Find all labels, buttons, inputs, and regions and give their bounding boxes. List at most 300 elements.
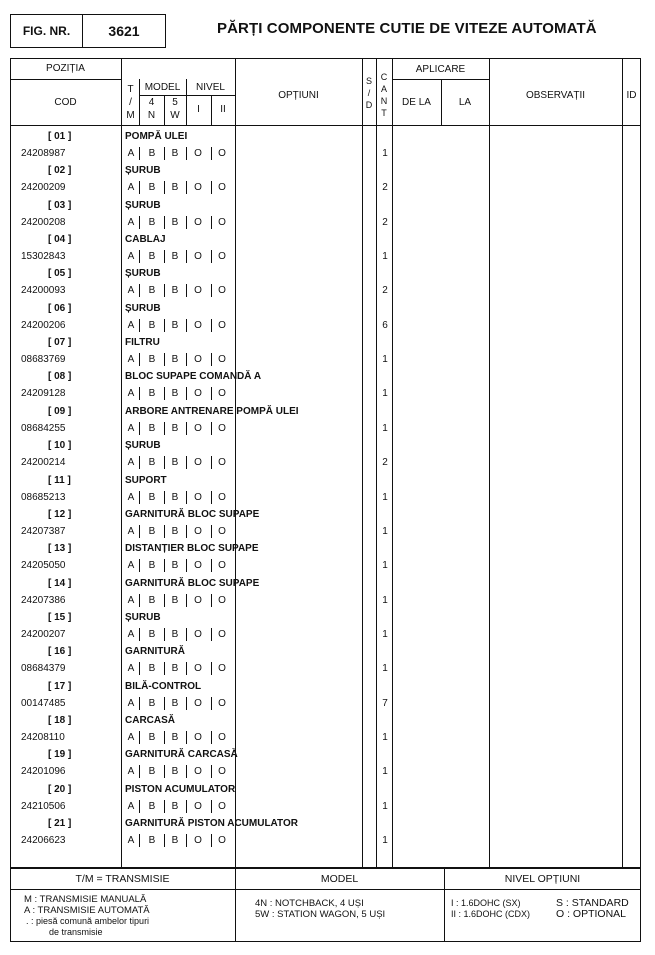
part-quantity: 1 bbox=[382, 354, 388, 366]
cell-divider bbox=[139, 181, 140, 194]
cell-divider bbox=[186, 800, 187, 813]
cell-divider bbox=[139, 147, 140, 160]
part-name: BLOC SUPAPE COMANDĂ A bbox=[125, 371, 262, 383]
part-nivel-1: O bbox=[194, 388, 202, 400]
cell-divider bbox=[164, 731, 165, 744]
part-name: CARCASĂ bbox=[125, 714, 175, 726]
part-name: SUPORT bbox=[125, 474, 167, 486]
part-nivel-1: O bbox=[194, 800, 202, 812]
part-nivel-1: O bbox=[194, 525, 202, 537]
header-nivel: NIVEL bbox=[196, 82, 225, 93]
cell-divider bbox=[139, 456, 140, 469]
part-nivel-1: O bbox=[194, 251, 202, 263]
part-model-4n: B bbox=[148, 285, 156, 297]
part-tm: A bbox=[127, 663, 135, 675]
part-nivel-1: O bbox=[194, 319, 202, 331]
part-code: 24205050 bbox=[21, 560, 66, 572]
part-tm: A bbox=[127, 525, 135, 537]
part-nivel-1: O bbox=[194, 216, 202, 228]
legend-tm-dot2: de transmisie bbox=[49, 927, 103, 937]
part-model-5w: B bbox=[171, 594, 179, 606]
cell-divider bbox=[211, 800, 212, 813]
header-cant-2: A bbox=[380, 84, 387, 94]
part-name: ȘURUB bbox=[125, 440, 161, 452]
legend-nivel-title: NIVEL OPȚIUNI bbox=[504, 873, 581, 885]
fig-label: FIG. NR. bbox=[22, 24, 71, 38]
part-nivel-1: O bbox=[194, 285, 202, 297]
legend-tm-title: T/M = TRANSMISIE bbox=[75, 873, 170, 885]
part-code: 24200208 bbox=[21, 216, 66, 228]
legend-nivel-s: S : STANDARD bbox=[556, 897, 629, 909]
part-nivel-2: O bbox=[218, 835, 226, 846]
part-tm: A bbox=[127, 766, 135, 778]
part-model-5w: B bbox=[171, 491, 179, 503]
part-position: [ 07 ] bbox=[48, 337, 72, 349]
part-model-4n: B bbox=[148, 251, 156, 263]
part-model-4n: B bbox=[148, 319, 156, 331]
part-code: 24200093 bbox=[21, 285, 66, 297]
legend-model-title: MODEL bbox=[320, 873, 359, 885]
part-position: [ 06 ] bbox=[48, 302, 72, 314]
part-model-4n: B bbox=[148, 560, 156, 572]
part-position: [ 18 ] bbox=[48, 714, 72, 726]
col-divider bbox=[235, 58, 236, 868]
part-name: ARBORE ANTRENARE POMPĂ ULEI bbox=[125, 405, 299, 417]
cell-divider bbox=[139, 628, 140, 641]
cell-divider bbox=[186, 765, 187, 778]
part-position: [ 13 ] bbox=[48, 543, 72, 555]
header-cant-4: T bbox=[381, 108, 387, 118]
page-title: PĂRȚI COMPONENTE CUTIE DE VITEZE AUTOMATĂ bbox=[217, 20, 597, 37]
part-model-5w: B bbox=[171, 148, 179, 159]
cell-divider bbox=[186, 697, 187, 710]
part-quantity: 2 bbox=[382, 216, 388, 228]
part-tm: A bbox=[127, 319, 135, 331]
header-model-4: 4 bbox=[148, 97, 155, 108]
row-divider bbox=[10, 125, 641, 126]
part-nivel-2: O bbox=[218, 731, 226, 743]
part-model-5w: B bbox=[171, 285, 179, 297]
part-code: 24200209 bbox=[21, 182, 66, 194]
cell-divider bbox=[139, 697, 140, 710]
part-name: CABLAJ bbox=[125, 234, 166, 246]
part-nivel-1: O bbox=[194, 148, 202, 159]
part-position: [ 14 ] bbox=[48, 577, 72, 589]
part-name: GARNITURĂ PISTON ACUMULATOR bbox=[125, 818, 298, 829]
legend-divider bbox=[10, 868, 641, 869]
cell-divider bbox=[186, 216, 187, 229]
cell-divider bbox=[164, 525, 165, 538]
cell-divider bbox=[164, 765, 165, 778]
part-code: 24200206 bbox=[21, 319, 66, 331]
part-position: [ 17 ] bbox=[48, 680, 72, 692]
cell-divider bbox=[139, 319, 140, 332]
header-model: MODEL bbox=[144, 82, 181, 93]
part-nivel-2: O bbox=[218, 697, 226, 709]
part-position: [ 19 ] bbox=[48, 749, 72, 761]
part-quantity: 1 bbox=[382, 835, 388, 846]
part-nivel-2: O bbox=[218, 285, 226, 297]
part-code: 24200214 bbox=[21, 457, 66, 469]
part-code: 24210506 bbox=[21, 800, 66, 812]
cell-divider bbox=[211, 284, 212, 297]
header-nivel-2: II bbox=[220, 104, 226, 115]
part-quantity: 1 bbox=[382, 251, 388, 263]
row-divider bbox=[139, 95, 235, 96]
part-code: 24206623 bbox=[21, 835, 66, 846]
part-name: FILTRU bbox=[125, 337, 160, 349]
part-nivel-2: O bbox=[218, 766, 226, 778]
part-quantity: 1 bbox=[382, 800, 388, 812]
part-nivel-1: O bbox=[194, 628, 202, 640]
cell-divider bbox=[186, 456, 187, 469]
fig-number: 3621 bbox=[108, 23, 140, 39]
part-nivel-1: O bbox=[194, 697, 202, 709]
part-name: DISTANȚIER BLOC SUPAPE bbox=[125, 543, 259, 555]
part-name: GARNITURĂ bbox=[125, 646, 185, 658]
part-position: [ 02 ] bbox=[48, 165, 72, 177]
part-nivel-2: O bbox=[218, 525, 226, 537]
part-name: ȘURUB bbox=[125, 165, 161, 177]
part-model-5w: B bbox=[171, 560, 179, 572]
header-sd-slash: / bbox=[367, 88, 371, 98]
cell-divider bbox=[186, 387, 187, 400]
legend-tm-dot: . : piesă comună ambelor tipuri bbox=[26, 916, 150, 926]
header-pozitia: POZIȚIA bbox=[46, 63, 85, 74]
header-la: LA bbox=[458, 97, 472, 108]
part-position: [ 20 ] bbox=[48, 783, 72, 795]
legend-tm-m: M : TRANSMISIE MANUALĂ bbox=[24, 894, 147, 905]
part-position: [ 08 ] bbox=[48, 371, 72, 383]
cell-divider bbox=[211, 319, 212, 332]
part-model-4n: B bbox=[148, 182, 156, 194]
part-model-5w: B bbox=[171, 766, 179, 778]
cell-divider bbox=[211, 491, 212, 504]
part-name: ȘURUB bbox=[125, 302, 161, 314]
part-model-4n: B bbox=[148, 525, 156, 537]
part-quantity: 1 bbox=[382, 525, 388, 537]
part-model-4n: B bbox=[148, 148, 156, 159]
part-nivel-2: O bbox=[218, 800, 226, 812]
header-nivel-1: I bbox=[197, 104, 200, 115]
part-name: PISTON ACUMULATOR bbox=[125, 783, 236, 795]
legend-frame bbox=[10, 941, 641, 942]
part-name: ȘURUB bbox=[125, 268, 161, 280]
part-tm: A bbox=[127, 354, 135, 366]
cell-divider bbox=[186, 147, 187, 160]
cell-divider bbox=[139, 250, 140, 263]
cell-divider bbox=[211, 250, 212, 263]
header-optiuni: OPȚIUNI bbox=[278, 90, 319, 101]
part-quantity: 1 bbox=[382, 594, 388, 606]
cell-divider bbox=[211, 731, 212, 744]
part-model-4n: B bbox=[148, 766, 156, 778]
part-model-5w: B bbox=[171, 422, 179, 434]
part-code: 00147485 bbox=[21, 697, 66, 709]
part-position: [ 11 ] bbox=[48, 474, 71, 486]
part-nivel-2: O bbox=[218, 182, 226, 194]
part-nivel-1: O bbox=[194, 491, 202, 503]
row-divider bbox=[10, 79, 121, 80]
cell-divider bbox=[139, 594, 140, 607]
part-tm: A bbox=[127, 285, 135, 297]
cell-divider bbox=[211, 181, 212, 194]
header-tm-bot: M bbox=[126, 110, 135, 121]
part-tm: A bbox=[127, 628, 135, 640]
cell-divider bbox=[186, 353, 187, 366]
part-nivel-1: O bbox=[194, 182, 202, 194]
part-nivel-2: O bbox=[218, 560, 226, 572]
cell-divider bbox=[186, 834, 187, 847]
part-nivel-2: O bbox=[218, 388, 226, 400]
cell-divider bbox=[186, 628, 187, 641]
part-model-4n: B bbox=[148, 422, 156, 434]
row-divider bbox=[392, 79, 489, 80]
part-model-4n: B bbox=[148, 457, 156, 469]
cell-divider bbox=[139, 422, 140, 435]
part-tm: A bbox=[127, 216, 135, 228]
legend-tm-a: A : TRANSMISIE AUTOMATĂ bbox=[24, 905, 150, 916]
part-nivel-1: O bbox=[194, 354, 202, 366]
cell-divider bbox=[186, 594, 187, 607]
header-model-5b: W bbox=[170, 110, 180, 121]
part-quantity: 1 bbox=[382, 766, 388, 778]
part-code: 24209128 bbox=[21, 388, 66, 400]
cell-divider bbox=[139, 491, 140, 504]
part-model-5w: B bbox=[171, 697, 179, 709]
cell-divider bbox=[139, 284, 140, 297]
cell-divider bbox=[164, 662, 165, 675]
part-quantity: 1 bbox=[382, 731, 388, 743]
col-divider bbox=[622, 58, 623, 868]
cell-divider bbox=[186, 491, 187, 504]
part-code: 24208987 bbox=[21, 148, 66, 159]
part-tm: A bbox=[127, 182, 135, 194]
part-position: [ 10 ] bbox=[48, 440, 72, 452]
part-quantity: 6 bbox=[382, 319, 388, 331]
part-model-4n: B bbox=[148, 216, 156, 228]
cell-divider bbox=[211, 662, 212, 675]
cell-divider bbox=[186, 422, 187, 435]
part-code: 15302843 bbox=[21, 251, 66, 263]
header-model-4b: N bbox=[147, 110, 156, 121]
cell-divider bbox=[211, 525, 212, 538]
cell-divider bbox=[139, 525, 140, 538]
part-tm: A bbox=[127, 594, 135, 606]
part-quantity: 1 bbox=[382, 663, 388, 675]
part-position: [ 15 ] bbox=[48, 611, 72, 623]
legend-model-4n: 4N : NOTCHBACK, 4 UȘI bbox=[255, 898, 364, 909]
part-model-4n: B bbox=[148, 388, 156, 400]
legend-nivel-2: II : 1.6DOHC (CDX) bbox=[451, 909, 531, 919]
part-quantity: 1 bbox=[382, 422, 388, 434]
cell-divider bbox=[186, 319, 187, 332]
cell-divider bbox=[211, 559, 212, 572]
part-quantity: 7 bbox=[382, 697, 388, 709]
cell-divider bbox=[139, 216, 140, 229]
part-position: [ 01 ] bbox=[48, 131, 72, 142]
cell-divider bbox=[211, 147, 212, 160]
cell-divider bbox=[186, 284, 187, 297]
part-model-4n: B bbox=[148, 697, 156, 709]
col-divider bbox=[362, 58, 363, 868]
cell-divider bbox=[164, 353, 165, 366]
legend-model-5w: 5W : STATION WAGON, 5 UȘI bbox=[255, 909, 386, 920]
part-model-5w: B bbox=[171, 731, 179, 743]
part-code: 24201096 bbox=[21, 766, 66, 778]
part-nivel-2: O bbox=[218, 148, 226, 159]
cell-divider bbox=[211, 834, 212, 847]
fig-label-box bbox=[10, 14, 83, 48]
part-quantity: 1 bbox=[382, 560, 388, 572]
part-model-4n: B bbox=[148, 800, 156, 812]
part-position: [ 21 ] bbox=[48, 818, 72, 829]
part-code: 08684379 bbox=[21, 663, 66, 675]
part-model-5w: B bbox=[171, 251, 179, 263]
part-nivel-1: O bbox=[194, 766, 202, 778]
cell-divider bbox=[139, 765, 140, 778]
cell-divider bbox=[139, 353, 140, 366]
cell-divider bbox=[186, 525, 187, 538]
cell-divider bbox=[164, 422, 165, 435]
cell-divider bbox=[211, 594, 212, 607]
legend-nivel-1: I : 1.6DOHC (SX) bbox=[451, 898, 521, 908]
part-code: 24200207 bbox=[21, 628, 66, 640]
cell-divider bbox=[164, 559, 165, 572]
cell-divider bbox=[139, 559, 140, 572]
part-code: 08683769 bbox=[21, 354, 66, 366]
cell-divider bbox=[139, 387, 140, 400]
col-divider bbox=[376, 58, 377, 868]
part-tm: A bbox=[127, 422, 135, 434]
part-name: GARNITURĂ BLOC SUPAPE bbox=[125, 577, 260, 589]
cell-divider bbox=[164, 800, 165, 813]
cell-divider bbox=[164, 284, 165, 297]
part-tm: A bbox=[127, 388, 135, 400]
part-quantity: 2 bbox=[382, 457, 388, 469]
cell-divider bbox=[164, 834, 165, 847]
cell-divider bbox=[139, 731, 140, 744]
legend-divider bbox=[10, 889, 641, 890]
part-name: ȘURUB bbox=[125, 199, 161, 211]
part-position: [ 09 ] bbox=[48, 405, 72, 417]
part-model-5w: B bbox=[171, 457, 179, 469]
part-nivel-2: O bbox=[218, 457, 226, 469]
legend-nivel-o: O : OPTIONAL bbox=[556, 908, 627, 920]
cell-divider bbox=[211, 697, 212, 710]
cell-divider bbox=[211, 456, 212, 469]
header-cod: COD bbox=[54, 97, 77, 108]
cell-divider bbox=[164, 147, 165, 160]
part-model-5w: B bbox=[171, 319, 179, 331]
header-tm-mid: / bbox=[129, 97, 132, 108]
part-quantity: 1 bbox=[382, 388, 388, 400]
part-model-4n: B bbox=[148, 354, 156, 366]
part-model-5w: B bbox=[171, 525, 179, 537]
part-nivel-1: O bbox=[194, 422, 202, 434]
cell-divider bbox=[164, 319, 165, 332]
part-nivel-2: O bbox=[218, 216, 226, 228]
cell-divider bbox=[164, 628, 165, 641]
part-tm: A bbox=[127, 491, 135, 503]
part-code: 08685213 bbox=[21, 491, 66, 503]
cell-divider bbox=[164, 387, 165, 400]
part-tm: A bbox=[127, 697, 135, 709]
header-id: ID bbox=[626, 90, 637, 101]
part-tm: A bbox=[127, 731, 135, 743]
part-name: POMPĂ ULEI bbox=[125, 131, 188, 142]
cell-divider bbox=[211, 216, 212, 229]
cell-divider bbox=[211, 353, 212, 366]
part-code: 08684255 bbox=[21, 422, 66, 434]
cell-divider bbox=[164, 250, 165, 263]
parts-table bbox=[10, 58, 641, 868]
cell-divider bbox=[186, 731, 187, 744]
part-nivel-1: O bbox=[194, 594, 202, 606]
part-model-4n: B bbox=[148, 731, 156, 743]
col-divider bbox=[392, 58, 393, 868]
cell-divider bbox=[164, 456, 165, 469]
part-position: [ 04 ] bbox=[48, 234, 72, 246]
part-quantity: 2 bbox=[382, 285, 388, 297]
cell-divider bbox=[186, 181, 187, 194]
part-position: [ 16 ] bbox=[48, 646, 72, 658]
part-model-5w: B bbox=[171, 835, 179, 846]
part-code: 24208110 bbox=[21, 731, 65, 743]
header-cant-3: N bbox=[380, 96, 388, 106]
header-model-5: 5 bbox=[172, 97, 178, 108]
header-aplicare: APLICARE bbox=[415, 64, 466, 75]
part-nivel-1: O bbox=[194, 560, 202, 572]
part-nivel-2: O bbox=[218, 319, 226, 331]
part-model-4n: B bbox=[148, 594, 156, 606]
part-code: 24207386 bbox=[21, 594, 66, 606]
header-de-la: DE LA bbox=[402, 97, 431, 108]
part-position: [ 05 ] bbox=[48, 268, 72, 280]
part-tm: A bbox=[127, 457, 135, 469]
part-quantity: 1 bbox=[382, 628, 388, 640]
part-model-5w: B bbox=[171, 354, 179, 366]
cell-divider bbox=[186, 250, 187, 263]
cell-divider bbox=[164, 697, 165, 710]
part-model-4n: B bbox=[148, 491, 156, 503]
part-model-5w: B bbox=[171, 628, 179, 640]
cell-divider bbox=[139, 800, 140, 813]
part-model-4n: B bbox=[148, 663, 156, 675]
part-position: [ 03 ] bbox=[48, 199, 72, 211]
part-tm: A bbox=[127, 800, 135, 812]
cell-divider bbox=[211, 387, 212, 400]
part-tm: A bbox=[127, 251, 135, 263]
part-quantity: 1 bbox=[382, 491, 388, 503]
part-nivel-2: O bbox=[218, 628, 226, 640]
cell-divider bbox=[186, 559, 187, 572]
part-quantity: 1 bbox=[382, 148, 388, 159]
part-model-5w: B bbox=[171, 388, 179, 400]
header-sd-s: S bbox=[365, 76, 372, 86]
part-nivel-1: O bbox=[194, 835, 202, 846]
part-nivel-2: O bbox=[218, 663, 226, 675]
part-nivel-1: O bbox=[194, 731, 202, 743]
part-quantity: 2 bbox=[382, 182, 388, 194]
header-cant-1: C bbox=[380, 72, 388, 82]
part-code: 24207387 bbox=[21, 525, 66, 537]
cell-divider bbox=[139, 834, 140, 847]
part-nivel-2: O bbox=[218, 594, 226, 606]
cell-divider bbox=[164, 181, 165, 194]
part-model-5w: B bbox=[171, 216, 179, 228]
part-position: [ 12 ] bbox=[48, 508, 72, 520]
